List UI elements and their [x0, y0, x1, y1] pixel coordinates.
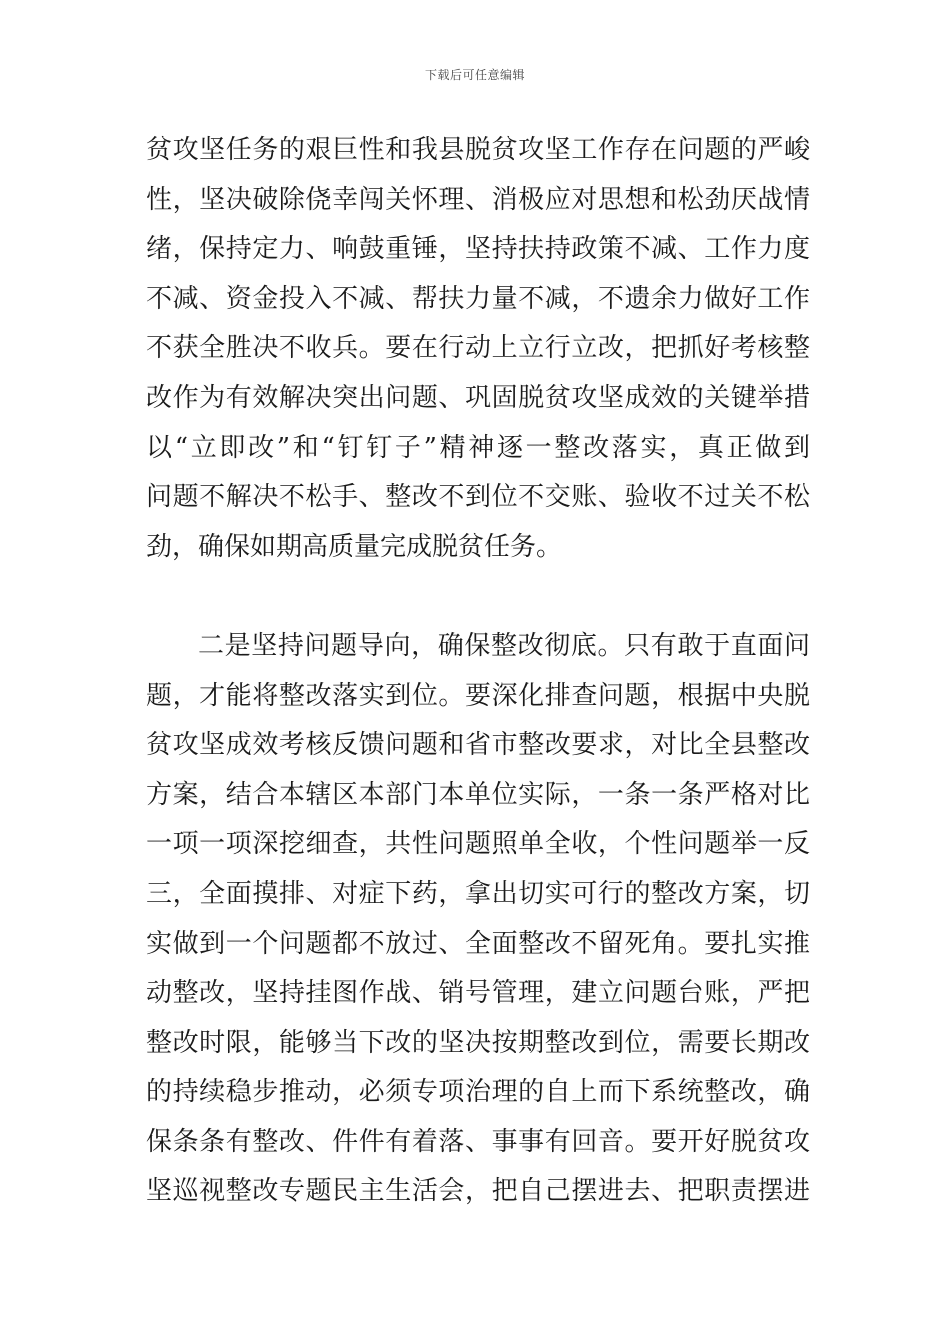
paragraph-spacer [146, 572, 810, 622]
page-header: 下载后可任意编辑 [424, 68, 525, 82]
text-line: 贫攻坚任务的艰巨性和我县脱贫攻坚工作存在问题的严峻 [146, 135, 810, 165]
text-line: 一项一项深挖细查，共性问题照单全收，个性问题举一反 [146, 829, 810, 860]
text-line-last: 劲，确保如期高质量完成脱贫任务。 [146, 531, 563, 562]
document-body [146, 126, 810, 1217]
text-line: 绪，保持定力、响鼓重锤，坚持扶持政策不减、工作力度 [146, 234, 810, 265]
text-line: 的持续稳步推动，必须专项治理的自上而下系统整改，确 [146, 1077, 810, 1108]
text-line: 改作为有效解决突出问题、巩固脱贫攻坚成效的关键举措 [146, 382, 810, 413]
paragraph-1 [146, 126, 810, 572]
text-line: 性，坚决破除侥幸闯关怀理、消极应对思想和松劲厌战情 [146, 184, 810, 215]
text-line-indented: 二是坚持问题导向，确保整改彻底。只有敢于直面问 [198, 630, 810, 661]
text-line: 问题不解决不松手、整改不到位不交账、验收不过关不松 [146, 482, 810, 513]
text-line: 方案，结合本辖区本部门本单位实际，一条一条严格对比 [146, 779, 810, 810]
text-line: 不减、资金投入不减、帮扶力量不减，不遗余力做好工作 [146, 283, 810, 314]
paragraph-2 [146, 622, 810, 1217]
text-line: 题，才能将整改落实到位。要深化排查问题，根据中央脱 [146, 680, 810, 711]
text-line: 整改时限，能够当下改的坚决按期整改到位，需要长期改 [146, 1027, 810, 1058]
text-line: 保条条有整改、件件有着落、事事有回音。要开好脱贫攻 [146, 1126, 810, 1157]
text-line: 贫攻坚成效考核反馈问题和省市整改要求，对比全县整改 [146, 730, 810, 761]
text-line: 三，全面摸排、对症下药，拿出切实可行的整改方案，切 [146, 878, 810, 909]
text-line: 坚巡视整改专题民主生活会，把自己摆进去、把职责摆进 [146, 1176, 810, 1207]
text-line: 动整改，坚持挂图作战、销号管理，建立问题台账，严把 [146, 978, 810, 1009]
text-line: 实做到一个问题都不放过、全面整改不留死角。要扎实推 [146, 928, 810, 959]
text-line: 以“立即改”和“钉钉子”精神逐一整改落实，真正做到 [146, 432, 810, 463]
text-line: 不获全胜决不收兵。要在行动上立行立改，把抓好考核整 [146, 333, 810, 364]
